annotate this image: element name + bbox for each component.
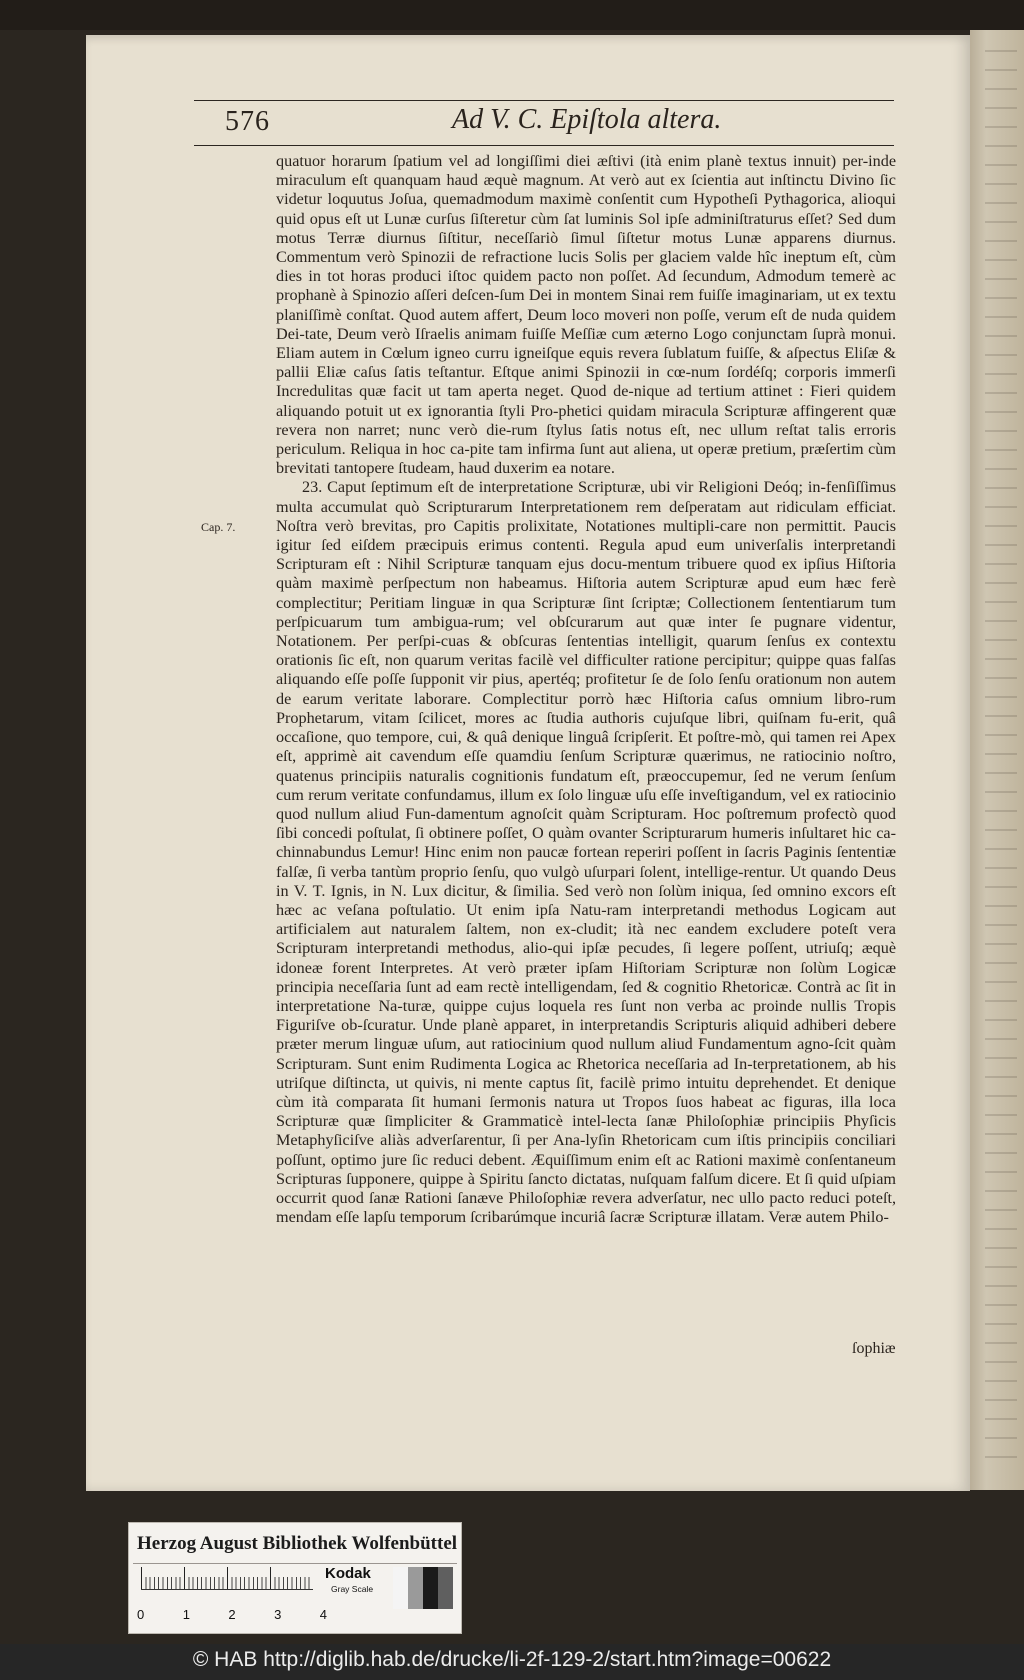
catchword: ſophiæ <box>852 1340 896 1357</box>
scale-numbers <box>137 1607 327 1622</box>
margin-note: Cap. 7. <box>201 520 236 534</box>
paragraph: 23. Caput ſeptimum eſt de interpretatione Scripturæ, ubi vir Religioni Deóq; in-fenſiſſimus multa accumulat quò Scripturarum Interpretationem rem deſperatam aut ridiculam efficiat. Noſtra verò brevitas, pro Capitis prolixitate, Notationes multipli-care non permittit. Paucis igitur ſed eiſdem præcipuis erimus contenti. Regula apud eum univerſalis interpretandi Scripturam eſt : Nihil Scripturæ tanquam ejus docu-mentum tribuere quod ex ipſius Hiſtoria quàm maximè perſpectum non habeamus. Hiſtoria autem Scripturæ apud eum hæc ferè complectitur; Peritiam linguæ in qua Scripturæ ſint ſcriptæ; Collectionem ſententiarum tum perſpicuarum tum ambigua-rum; vel obſcurarum aut quæ inter ſe pugnare videntur, Notationem. Per perſpi-cuas & obſcuras ſententias intelligit, quarum ſenſus ex contextu orationis ſic eſt, non quarum veritas facilè vel difficulter ratione percipitur; quippe quas falſas aliquando eſſe poſſe ſupponit vir pius, apertéq; profitetur ſe de ſolo ſenſu orationum non autem de earum veritate laborare. Complectitur porrò hæc Hiſtoria caſus omnium libro-rum Prophetarum, vitam ſcilicet, mores ac ſtudia authoris cujuſque libri, quiſnam fu-erit, quâ occaſione, quo tempore, cui, & quâ denique linguâ ſcripſerit. Et poſtre-mò, qui tamen rei Apex eſt, apprimè ait cavendum eſſe quamdiu ſenſum Scripturæ quærimus, ne ratiocinio noſtro, quatenus principiis naturalis cognitionis fundatum eſt, præoccupemur, ſed ne verum ſenſum cum rerum veritate confundamus, illum ex ſolo linguæ uſu eſſe inveſtigandum, vel ex ratiocinio quod nullum aliud Fun-damentum agnoſcit quàm Scripturam. Hoc poſtremum profectò quod ſibi concedi poſtulat, ſi obtinere poſſet, O quàm ovanter Scripturarum humeris inſultaret hic ca-chinnabundus Lemur! Hinc enim non paucæ fortean reperiri poſſent in ſacris Paginis ſententiæ falſæ, ſi verba tantùm proprio ſenſu, quo vulgò uſurpari ſolent, intellige-rentur. Ut quando Deus in V. T. Ignis, in N. Lux dicitur, & ſimilia. Sed verò non ſolùm iniqua, ſed omnino excors eſt hæc ac veſana poſtulatio. Ut enim ipſa Natu-ram interpretandi methodus Logicam aut artificialem aut naturalem ſaltem, non ex-cludit; ità nec eandem excludere poteſt vera Scripturam interpretandi methodus, alio-qui ipſæ pecudes, ſi legere poſſent, utriuſq; æquè idoneæ forent Interpretes. At verò præter ipſam Hiſtoriam Scripturæ non ſolùm Logicæ principia neceſſaria ſunt ad eam rectè intelligendam, ſed & cognitio Rhetoricæ. Contrà ac ſit in interpretatione Na-turæ, quippe cujus loquela res ſunt non verba ac proinde nullis Tropis Figuriſve ob-ſcuratur. Unde planè apparet, in interpretandis Scripturis aliquid adhiberi debere præter merum linguæ uſum, aut ratiocinium quod nullum aliud Fundamentum agno-ſcit quàm Scripturam. Sunt enim Rudimenta Logica ac Rhetorica neceſſaria ad In-terpretationem, ab his utriſque diſtincta, ut quivis, ni mente captus ſit, facilè primo intuitu deprehendet. Et denique cùm ità comparata ſit humani ſermonis natura ut Tropos ſuos habeat ac figuras, illa loca Scripturæ quæ ſimpliciter & Grammaticè intel-lecta ſanæ Philoſophiæ principiis Phyſicis Metaphyſiciſve aliàs adverſarentur, ſi per Ana-lyſin Rhetoricam cum iſtis principiis conciliari poſſunt, optimo jure ſic reduci debent. Æquiſſimum enim eſt ac Rationi maximè conſentaneum Scripturas ſupponere, quippe à Spiritu ſancto dictatas, nuſquam falſum dicere. Et ſi quid uſpiam occurrit quod ſanæ Rationi ſanæve Philoſophiæ revera adverſatur, nec ullo pacto reduci poteſt, mendam eſſe lapſu temporum ſcribarúmque incuriâ ſacræ Scripturæ illatam. Veræ autem Philo- <box>276 478 896 1227</box>
scale-number: 1 <box>182 1607 190 1622</box>
header-rule <box>194 145 894 146</box>
kodak-logo: Kodak <box>325 1565 371 1582</box>
paragraph: quatuor horarum ſpatium vel ad longiſſimi diei æſtivi (ità enim planè textus innuit) per-inde miraculum eſt quanquam haud æquè magnum. At verò aut ex ſcientia aut inſtinctu Divino ſic videtur loquutus Joſua, quemadmodum maximè conſentit cum Hypotheſi Pythagorica, alioqui quid opus eſt ut Lunæ curſus ſiſteretur cùm ſat luminis Sol ipſe adminiſtraturus eſſet? Sed dum motus Terræ diurnus ſiſtitur, neceſſariò ſimul ſiſtetur motus Lunæ apparens diurnus. Commentum verò Spinozii de refractione lucis Solis per glaciem valde hîc ineptum eſt, cùm dies in tot horas produci iſtoc quidem pacto non poſſet. Ad ſecundum, Admodum temerè ac prophanè à Spinozio aſſeri deſcen-ſum Dei in montem Sinai rem fuiſſe imaginariam, ut ex textu planiſſimè conſtat. Quod autem affert, Deum loco moveri non poſſe, verum eſt de nuda quidem Dei-tate, Deum verò Iſraelis animam fuiſſe Meſſiæ cum æterno Logo conjunctam ſuprà monui. Eliam autem in Cœlum igneo curru igneiſque equis revera ſublatum fuiſſe, & aſpectus Eliſæ & pallii Eliæ caſus ſatis teſtantur. Eſtque animi Spinozii in cœ-num ſordéſq; corporis immerſi Incredulitas quæ facit ut tam aperta neget. Quod de-nique ad tertium attinet : Fieri quidem aliquando potuit ut ex ignorantia ſtyli Pro-phetici quidam miracula Scripturæ affingerent quæ revera non narret; nunc verò die-rum ſtylus ſatis notus eſt, nec ullum reſtat talis erroris periculum. Reliqua in hoc ca-pite tam infirma ſunt aut aliena, ut operæ pretium, præſertim cùm brevitati tantopere ſtudeam, haud duxerim ea notare. <box>276 152 896 478</box>
gray-patch <box>393 1567 408 1609</box>
gray-scale-patches <box>393 1567 453 1609</box>
library-label-card <box>128 1522 462 1634</box>
scale-number: 2 <box>228 1607 236 1622</box>
label-divider <box>133 1563 457 1564</box>
gray-patch <box>408 1567 423 1609</box>
scale-ruler-majors <box>141 1567 313 1589</box>
scale-number: 4 <box>319 1607 327 1622</box>
running-head: Ad V. C. Epiſtola altera. <box>452 104 722 135</box>
scale-number: 0 <box>137 1607 145 1622</box>
gray-scale-caption: Gray Scale <box>331 1584 374 1594</box>
library-name: Herzog August Bibliothek Wolfenbüttel <box>137 1533 458 1554</box>
footer-credit-link[interactable]: © HAB http://diglib.hab.de/drucke/li-2f-129-2/start.htm?image=00622 <box>192 1648 832 1671</box>
body-text <box>276 152 896 1227</box>
scan-background <box>0 0 1024 30</box>
scale-number: 3 <box>274 1607 282 1622</box>
header-top-rule <box>194 100 894 101</box>
next-page-text-bleed <box>985 50 1017 1470</box>
gray-patch <box>423 1567 438 1609</box>
page-number: 576 <box>225 106 270 137</box>
gray-patch <box>438 1567 453 1609</box>
